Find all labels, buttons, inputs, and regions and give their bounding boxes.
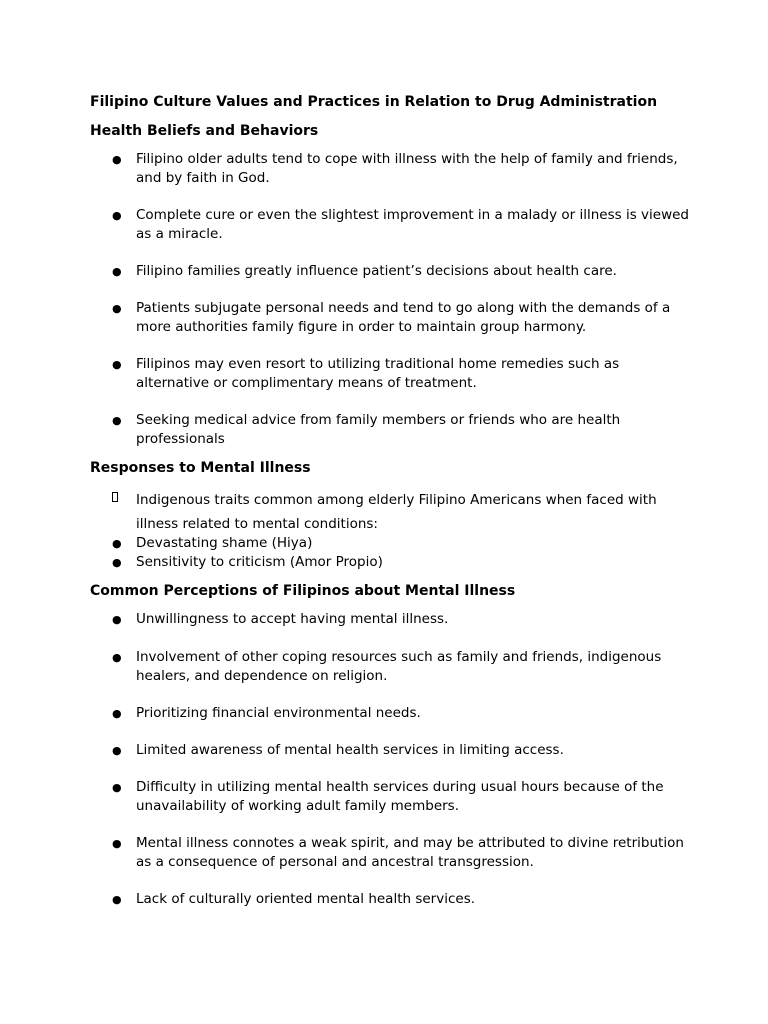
list-item-intro bbox=[112, 488, 692, 536]
section-heading-health-beliefs: Health Beliefs and Behaviors bbox=[90, 123, 319, 139]
bullet-icon: ● bbox=[112, 209, 122, 222]
list-item-text: Indigenous traits common among elderly Filipino Americans when faced with illness related to mental conditions: bbox=[136, 492, 657, 532]
list-item bbox=[112, 534, 692, 553]
document-title: Filipino Culture Values and Practices in Relation to Drug Administration bbox=[90, 94, 658, 110]
bullet-icon: ● bbox=[112, 651, 122, 664]
list-item bbox=[112, 299, 692, 337]
list-item bbox=[112, 150, 692, 188]
list-item bbox=[112, 890, 692, 909]
bullet-icon: ● bbox=[112, 265, 122, 278]
list-item bbox=[112, 741, 692, 760]
bullet-icon: ● bbox=[112, 613, 122, 626]
missing-glyph-icon bbox=[112, 492, 118, 502]
bullet-icon: ● bbox=[112, 302, 122, 315]
list-item-text: Unwillingness to accept having mental illness. bbox=[136, 611, 449, 627]
bullet-icon: ● bbox=[112, 707, 122, 720]
list-item bbox=[112, 355, 692, 393]
list-item bbox=[112, 553, 692, 572]
list-item bbox=[112, 834, 692, 872]
list-item-text: Patients subjugate personal needs and tend to go along with the demands of a more authorities family figure in order to maintain group harmony. bbox=[136, 300, 671, 335]
list-item bbox=[112, 610, 692, 629]
list-item-text: Involvement of other coping resources such as family and friends, indigenous healers, and dependence on religion. bbox=[136, 649, 662, 684]
list-item-text: Mental illness connotes a weak spirit, and may be attributed to divine retribution as a consequence of personal and ancestral transgression. bbox=[136, 835, 684, 870]
list-item-text: Filipinos may even resort to utilizing traditional home remedies such as alternative or complimentary means of treatment. bbox=[136, 356, 620, 391]
list-item-text: Limited awareness of mental health services in limiting access. bbox=[136, 742, 564, 758]
bullet-icon: ● bbox=[112, 893, 122, 906]
list-item-text: Difficulty in utilizing mental health services during usual hours because of the unavailability of working adult family members. bbox=[136, 779, 664, 814]
bullet-icon: ● bbox=[112, 744, 122, 757]
section-heading-responses-mental-illness: Responses to Mental Illness bbox=[90, 460, 311, 476]
bullet-icon: ● bbox=[112, 837, 122, 850]
list-item-text: Prioritizing financial environmental needs. bbox=[136, 705, 421, 721]
list-item-text: Filipino older adults tend to cope with illness with the help of family and friends, and by faith in God. bbox=[136, 151, 678, 186]
list-item bbox=[112, 778, 692, 816]
list-item bbox=[112, 262, 692, 281]
list-item-text: Sensitivity to criticism (Amor Propio) bbox=[136, 554, 383, 570]
list-item bbox=[112, 648, 692, 686]
list-item-text: Lack of culturally oriented mental health services. bbox=[136, 891, 476, 907]
bullet-icon: ● bbox=[112, 153, 122, 166]
bullet-icon: ● bbox=[112, 556, 122, 569]
bullet-icon: ● bbox=[112, 537, 122, 550]
list-item-text: Complete cure or even the slightest improvement in a malady or illness is viewed as a miracle. bbox=[136, 207, 689, 242]
list-item bbox=[112, 411, 692, 449]
list-item-text: Seeking medical advice from family members or friends who are health professionals bbox=[136, 412, 621, 447]
list-item bbox=[112, 704, 692, 723]
list-item bbox=[112, 206, 692, 244]
bullet-icon: ● bbox=[112, 781, 122, 794]
list-item-text: Devastating shame (Hiya) bbox=[136, 535, 313, 551]
bullet-icon: ● bbox=[112, 414, 122, 427]
bullet-icon: ● bbox=[112, 358, 122, 371]
section-heading-common-perceptions: Common Perceptions of Filipinos about Mental Illness bbox=[90, 583, 516, 599]
list-item-text: Filipino families greatly influence patient’s decisions about health care. bbox=[136, 263, 617, 279]
